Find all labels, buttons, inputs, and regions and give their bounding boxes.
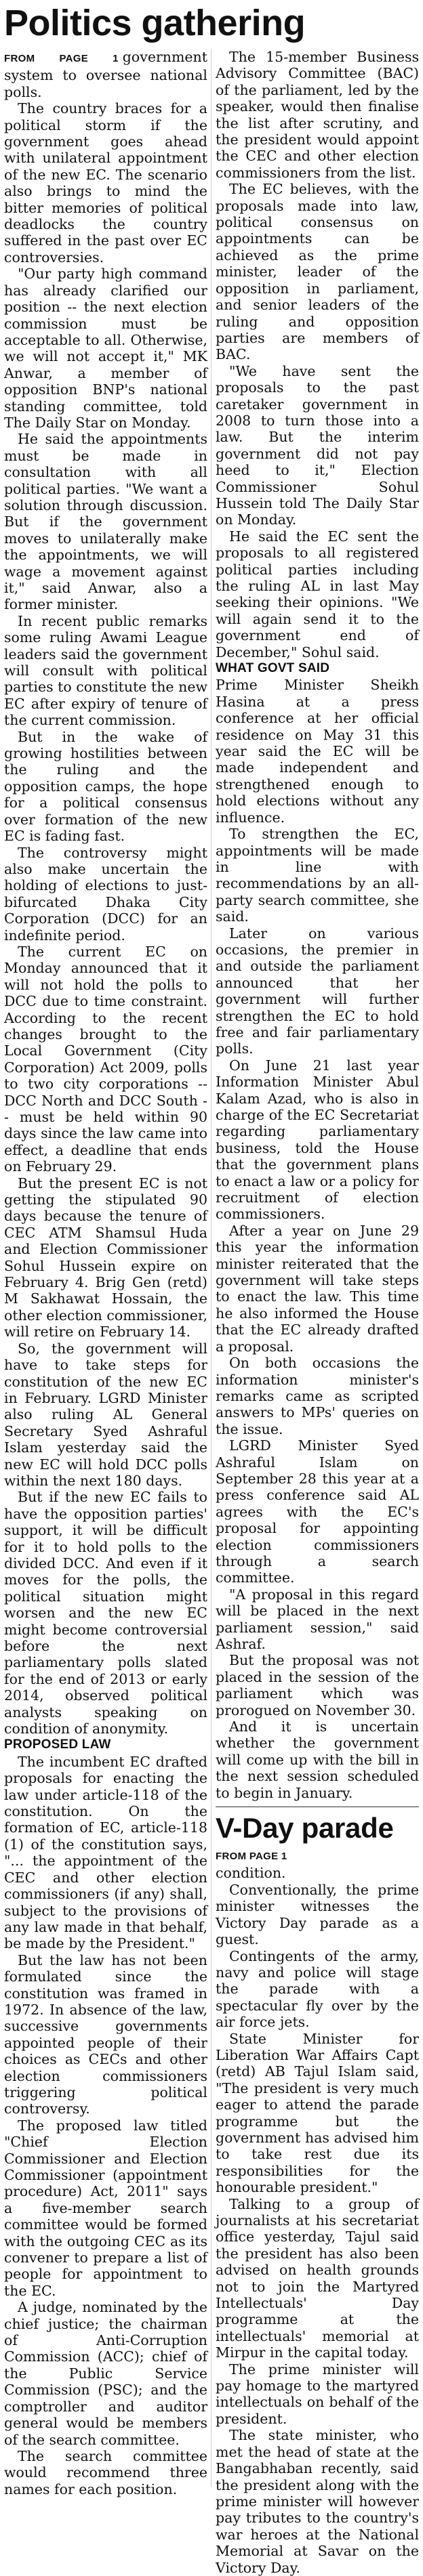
article-paragraph: "A proposal in this regard will be placed in the next parliament session," said Ashraf.: [216, 1586, 419, 1652]
article-paragraph: The controversy might also make uncertain the holding of elections to just-bifurcated Dhaka City Corporation (DCC) for an indefinite period.: [4, 844, 207, 944]
article-paragraph: On both occasions the information minister's remarks came as scripted answers to MPs' queries on the issue.: [216, 1355, 419, 1437]
article-paragraph: "Our party high command has already clarified our position -- the next election commission must be acceptable to all. Otherwise, we will not accept it," MK Anwar, a member of opposition BNP's national standing committee, told The Daily Star on Monday.: [4, 266, 207, 431]
article-paragraph: "We have sent the proposals to the past caretaker government in 2008 to turn those into a law. But the interim government did not pay heed to it," Election Commissioner Sohul Hussein told The Daily Star on Monday.: [216, 362, 419, 528]
article-paragraph: But the present EC is not getting the stipulated 90 days because the tenure of CEC ATM Shamsul Huda and Election Commissioner Sohul Hussein expire on February 4. Brig Gen (retd) M Sakhawat Hossain, the other election commissioner, will retire on February 14.: [4, 1175, 207, 1340]
article-paragraph: After a year on June 29 this year the information minister reiterated that the government will take steps to enact the law. This time he also informed the House that the EC already drafted a proposal.: [216, 1222, 419, 1355]
article-paragraph: Prime Minister Sheikh Hasina at a press conference at her official residence on May 31 this year said the EC will be made independent and strengthened enough to hold elections without any influence.: [216, 677, 419, 826]
article-paragraph: [4, 49, 207, 100]
article-paragraph: Talking to a group of journalists at his secretariat office yesterday, Tajul said the president has also been advised on health grounds not to join the Martyred Intellectuals' Day programme at the intellectuals' memorial at Mirpur in the capital today.: [216, 2195, 419, 2361]
column-divider: [211, 49, 212, 2487]
article-paragraph: The prime minister will pay homage to the martyred intellectuals on behalf of the president.: [216, 2361, 419, 2427]
article-paragraph: He said the appointments must be made in consultation with all political parties. "We want a solution through discussion. But if the government moves to unilaterally make the appointments, we will wage a movement against it," said Anwar, also a former minister.: [4, 431, 207, 613]
article-paragraph: The search committee would recommend three names for each position.: [4, 2447, 207, 2497]
article-paragraph: He said the EC sent the proposals to all registered political parties including the ruling AL in last May seeking their opinions. "We will again send it to the government end of December," Sohul said.: [216, 528, 419, 660]
right-column: [216, 49, 419, 2576]
article-paragraph: LGRD Minister Syed Ashraful Islam on September 28 this year at a press conference said AL agrees with the EC's proposal for appointing election commissioners through a search committee.: [216, 1437, 419, 1586]
subhead-what-govt-said: WHAT GOVT SAID: [216, 661, 330, 676]
paragraph-text: government system to oversee national polls.: [4, 49, 207, 100]
article-paragraph: A judge, nominated by the chief justice; the chairman of Anti-Corruption Commission (ACC); chief of the Public Service Commission (PSC); and the comptroller and auditor general would be members of the search committee.: [4, 2299, 207, 2448]
article-paragraph: But the proposal was not placed in the session of the parliament which was prorogued on November 30.: [216, 1652, 419, 1718]
article-paragraph: Contingents of the army, navy and police will stage the parade with a spectacular fly over by the air force jets.: [216, 1947, 419, 2031]
article-paragraph: But the law has not been formulated since the constitution was framed in 1972. In absence of the law, successive governments appointed people of their choices as CECs and other election commissioners triggering political controversy.: [4, 1951, 207, 2117]
article-paragraph: In recent public remarks some ruling Awami League leaders said the government will consult with political parties to constitute the new EC after expiry of tenure of the current commission.: [4, 612, 207, 729]
article-headline: Politics gathering: [4, 3, 306, 43]
from-page-label: FROM PAGE 1: [4, 53, 119, 64]
article-paragraph: The EC believes, with the proposals made into law, political consensus on appointments can be achieved as the prime minister, leader of the opposition in parliament, and senior leaders of the ruling and opposition parties are members of BAC.: [216, 181, 419, 363]
article-paragraph: The proposed law titled "Chief Election Commissioner and Election Commissioner (appointment procedure) Act, 2011" says a five-member search committee would be formed with the outgoing CEC as its convener to prepare a list of people for appointment to the EC.: [4, 2117, 207, 2299]
article-paragraph: So, the government will have to take steps for constitution of the new EC in February. LGRD Minister also ruling AL General Secretary Syed Ashraful Islam yesterday said the new EC will hold DCC polls within the next 180 days.: [4, 1340, 207, 1489]
article-paragraph: The 15-member Business Advisory Committee (BAC) of the parliament, led by the speaker, would then finalise the list after scrutiny, and the president would appoint the CEC and other election commissioners from the list.: [216, 49, 419, 181]
article-paragraph: The state minister, who met the head of state at the Bangabhaban recently, said the president along with the prime minister will however pay tributes to the country's war heroes at the National Memorial at Savar on the Victory Day.: [216, 2427, 419, 2576]
left-column: [4, 49, 207, 2497]
article-paragraph: And it is uncertain whether the government will come up with the bill in the next session scheduled to begin in January.: [216, 1718, 419, 1801]
article-paragraph: Later on various occasions, the premier in and outside the parliament announced that her government will further strengthen the EC to hold free and fair parliamentary polls.: [216, 925, 419, 1057]
article-paragraph: The country braces for a political storm if the government goes ahead with unilateral appointment of the new EC. The scenario also brings to mind the bitter memories of political deadlocks the country suffered in the past over EC controversies.: [4, 100, 207, 266]
article-paragraph: condition.: [216, 1865, 286, 1882]
vday-headline: V-Day parade: [216, 1812, 394, 1844]
article-paragraph: To strengthen the EC, appointments will be made in line with recommendations by an all-party search committee, she said.: [216, 826, 419, 925]
article-paragraph: The incumbent EC drafted proposals for enacting the law under article-118 of the constitution. On the formation of EC, article-118 (1) of the constitution says, "... the appointment of the CEC and other election commissioners (if any) shall, subject to the provisions of any law made in that behalf, be made by the President.": [4, 1753, 207, 1952]
article-paragraph: Conventionally, the prime minister witnesses the Victory Day parade as a guest.: [216, 1881, 419, 1948]
article-paragraph: The current EC on Monday announced that it will not hold the polls to DCC due to time constraint. According to the recent changes brought to the Local Government (City Corporation) Act 2009, polls to two city corporations -- DCC North and DCC South -- must be held within 90 days since the law came into effect, a deadline that ends on February 29.: [4, 943, 207, 1175]
article-paragraph: On June 21 last year Information Minister Abul Kalam Azad, who is also in charge of the EC Secretariat regarding parliamentary business, told the House that the government plans to enact a law or a policy for recruitment of election commissioners.: [216, 1057, 419, 1223]
article-paragraph: But if the new EC fails to have the opposition parties' support, it will be difficult for it to hold polls to the divided DCC. And even if it moves for the polls, the political situation might worsen and the new EC might become controversial before the next parliamentary polls slated for the end of 2013 or early 2014, observed political analysts speaking on condition of anonymity.: [4, 1489, 207, 1737]
article-paragraph: [216, 1846, 419, 1865]
from-page-label: FROM PAGE 1: [216, 1851, 287, 1863]
article-paragraph: State Minister for Liberation War Affairs Capt (retd) AB Tajul Islam said, "The president is very much eager to attend the parade programme but the government has advised him to take rest due its responsibilities for the honourable president.": [216, 2030, 419, 2196]
subhead-proposed-law: PROPOSED LAW: [4, 1737, 111, 1752]
article-paragraph: But in the wake of growing hostilities between the ruling and the opposition camps, the hope for a political consensus over formation of the new EC is fading fast.: [4, 728, 207, 845]
